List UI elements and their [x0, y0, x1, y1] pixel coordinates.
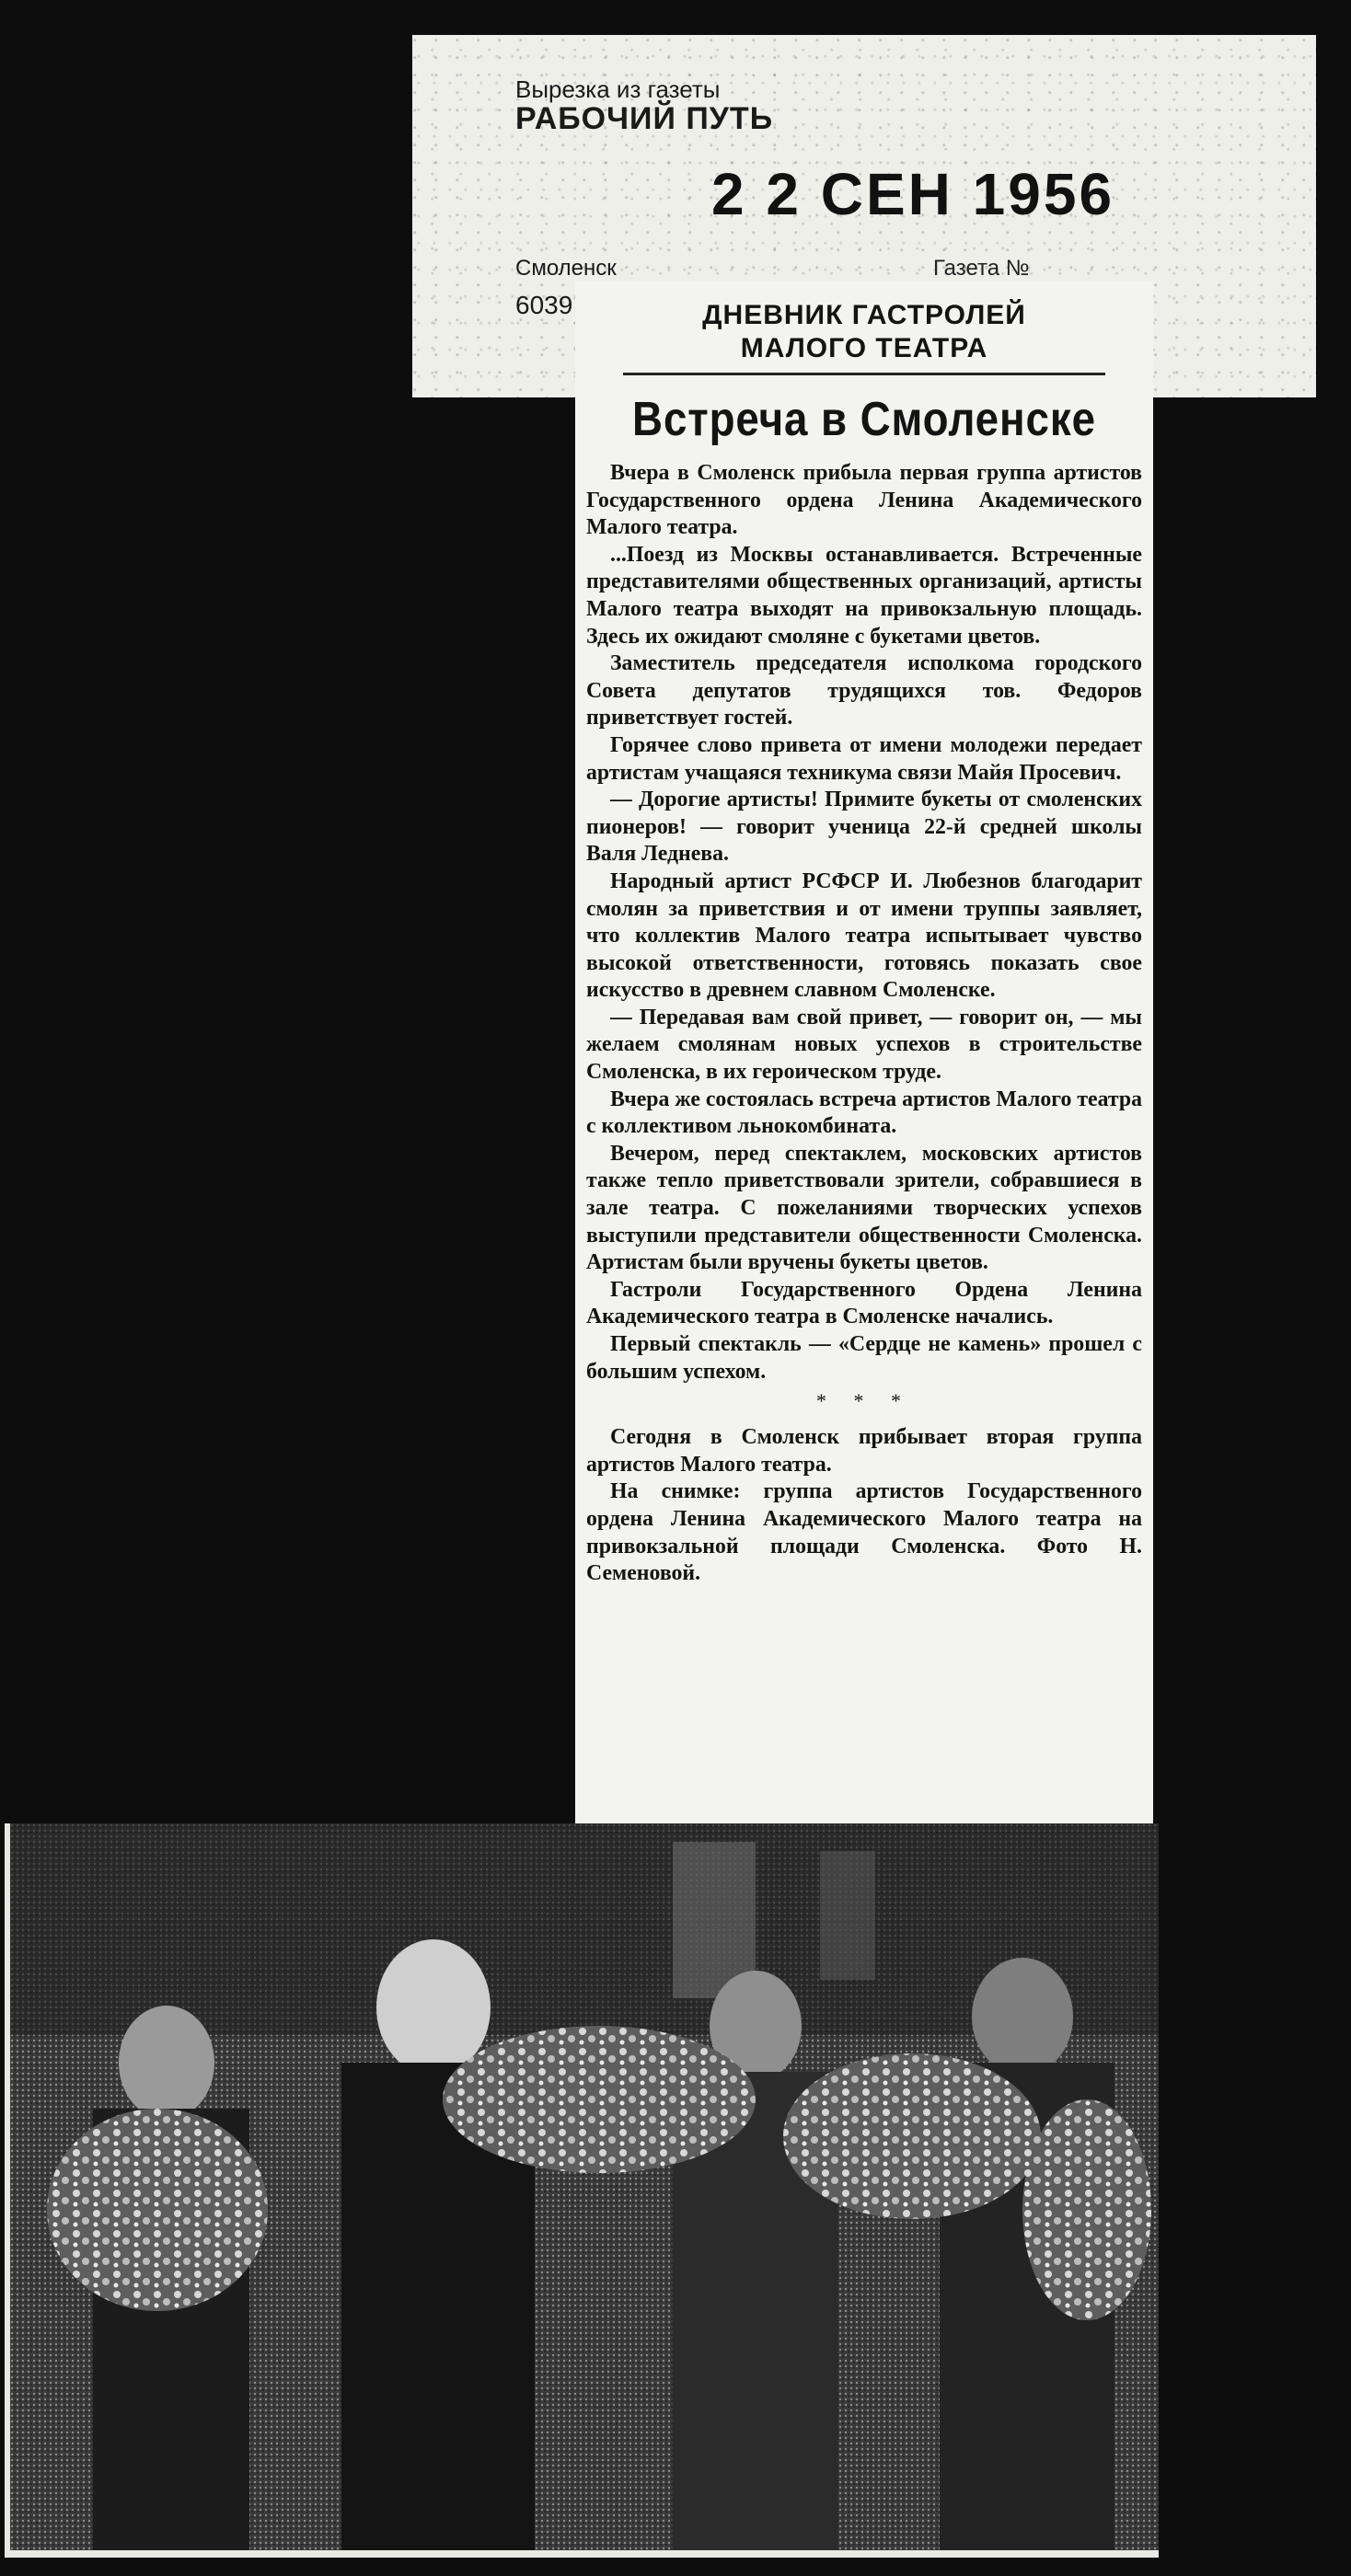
article-paragraph-after: Сегодня в Смоленск прибывает вторая группа артистов Малого театра. — [586, 1425, 1142, 1477]
article-headline: Встреча в Смоленске — [632, 393, 1096, 446]
article-paragraph: Вчера же состоялась встреча артистов Малого театра с коллективом льнокомбината. — [586, 1087, 1142, 1139]
label-newspaper-name: РАБОЧИЙ ПУТЬ — [515, 101, 774, 136]
article-paragraph: Горячее слово привета от имени молодежи передает артистам учащаяся техникума связи Майя Просевич. — [586, 732, 1142, 785]
label-number: 6039 — [515, 291, 573, 319]
photo-image — [10, 1823, 1159, 2550]
label-issue: Газета № — [933, 256, 1030, 281]
rubric-text: ДНЕВНИК ГАСТРОЛЕЙ МАЛОГО ТЕАТРА — [702, 300, 1026, 363]
caption-text: На снимке: группа артистов Государственного ордена Ленина Академического Малого театра на привокзальной площади Смоленска. — [586, 1479, 1142, 1558]
article-paragraph: Первый спектакль — «Сердце не камень» прошел с большим успехом. — [586, 1332, 1142, 1384]
article-paragraph: Гастроли Государственного Ордена Ленина Академического театра в Смоленске начались. — [586, 1277, 1142, 1329]
label-city: Смоленск — [515, 256, 617, 281]
photo-caption — [586, 1478, 1142, 1587]
article-paragraph: — Передавая вам свой привет, — говорит он, — мы желаем смолянам новых успехов в строительстве Смоленска, в их героическом труде. — [586, 1005, 1142, 1085]
label-source-line: Вырезка из газеты — [515, 75, 721, 103]
article-paragraph: Вчера в Смоленск прибыла первая группа артистов Государственного ордена Ленина Академического Малого театра. — [586, 461, 1142, 540]
article-clipping — [575, 281, 1153, 1845]
photo-credit: Фото Н. Семеновой. — [586, 1534, 1142, 1586]
article-paragraph: Вечером, перед спектаклем, московских артистов также тепло приветствовали зрители, собравшиеся в зале театра. С пожеланиями творческих успехов выступили представители общественности Смоленска. Артистам были вручены букеты цветов. — [586, 1141, 1142, 1275]
newspaper-photo — [5, 1823, 1159, 2558]
article-paragraph: ...Поезд из Москвы останавливается. Встреченные представителями общественных организаций, артисты Малого театра выходят на привокзальную площадь. Здесь их ожидают смоляне с букетами цветов. — [586, 542, 1142, 649]
article-paragraph: Народный артист РСФСР И. Любезнов благодарит смолян за приветствия и от имени труппы заявляет, что коллектив Малого театра испытывает чувство высокой ответственности, готовясь показать свое искусство в древнем славном Смоленске. — [586, 868, 1142, 1003]
article-body — [586, 460, 1142, 1386]
section-separator: * * * — [816, 1389, 912, 1413]
article-paragraph: — Дорогие артисты! Примите букеты от смоленских пионеров! — говорит ученица 22-й средней школы Валя Леднева. — [586, 788, 1142, 867]
article-rubric — [623, 299, 1105, 375]
article-paragraph: Заместитель председателя исполкома городского Совета депутатов трудящихся тов. Федоров приветствует гостей. — [586, 651, 1142, 730]
label-date-stamp: 2 2 СЕН 1956 — [711, 161, 1115, 227]
